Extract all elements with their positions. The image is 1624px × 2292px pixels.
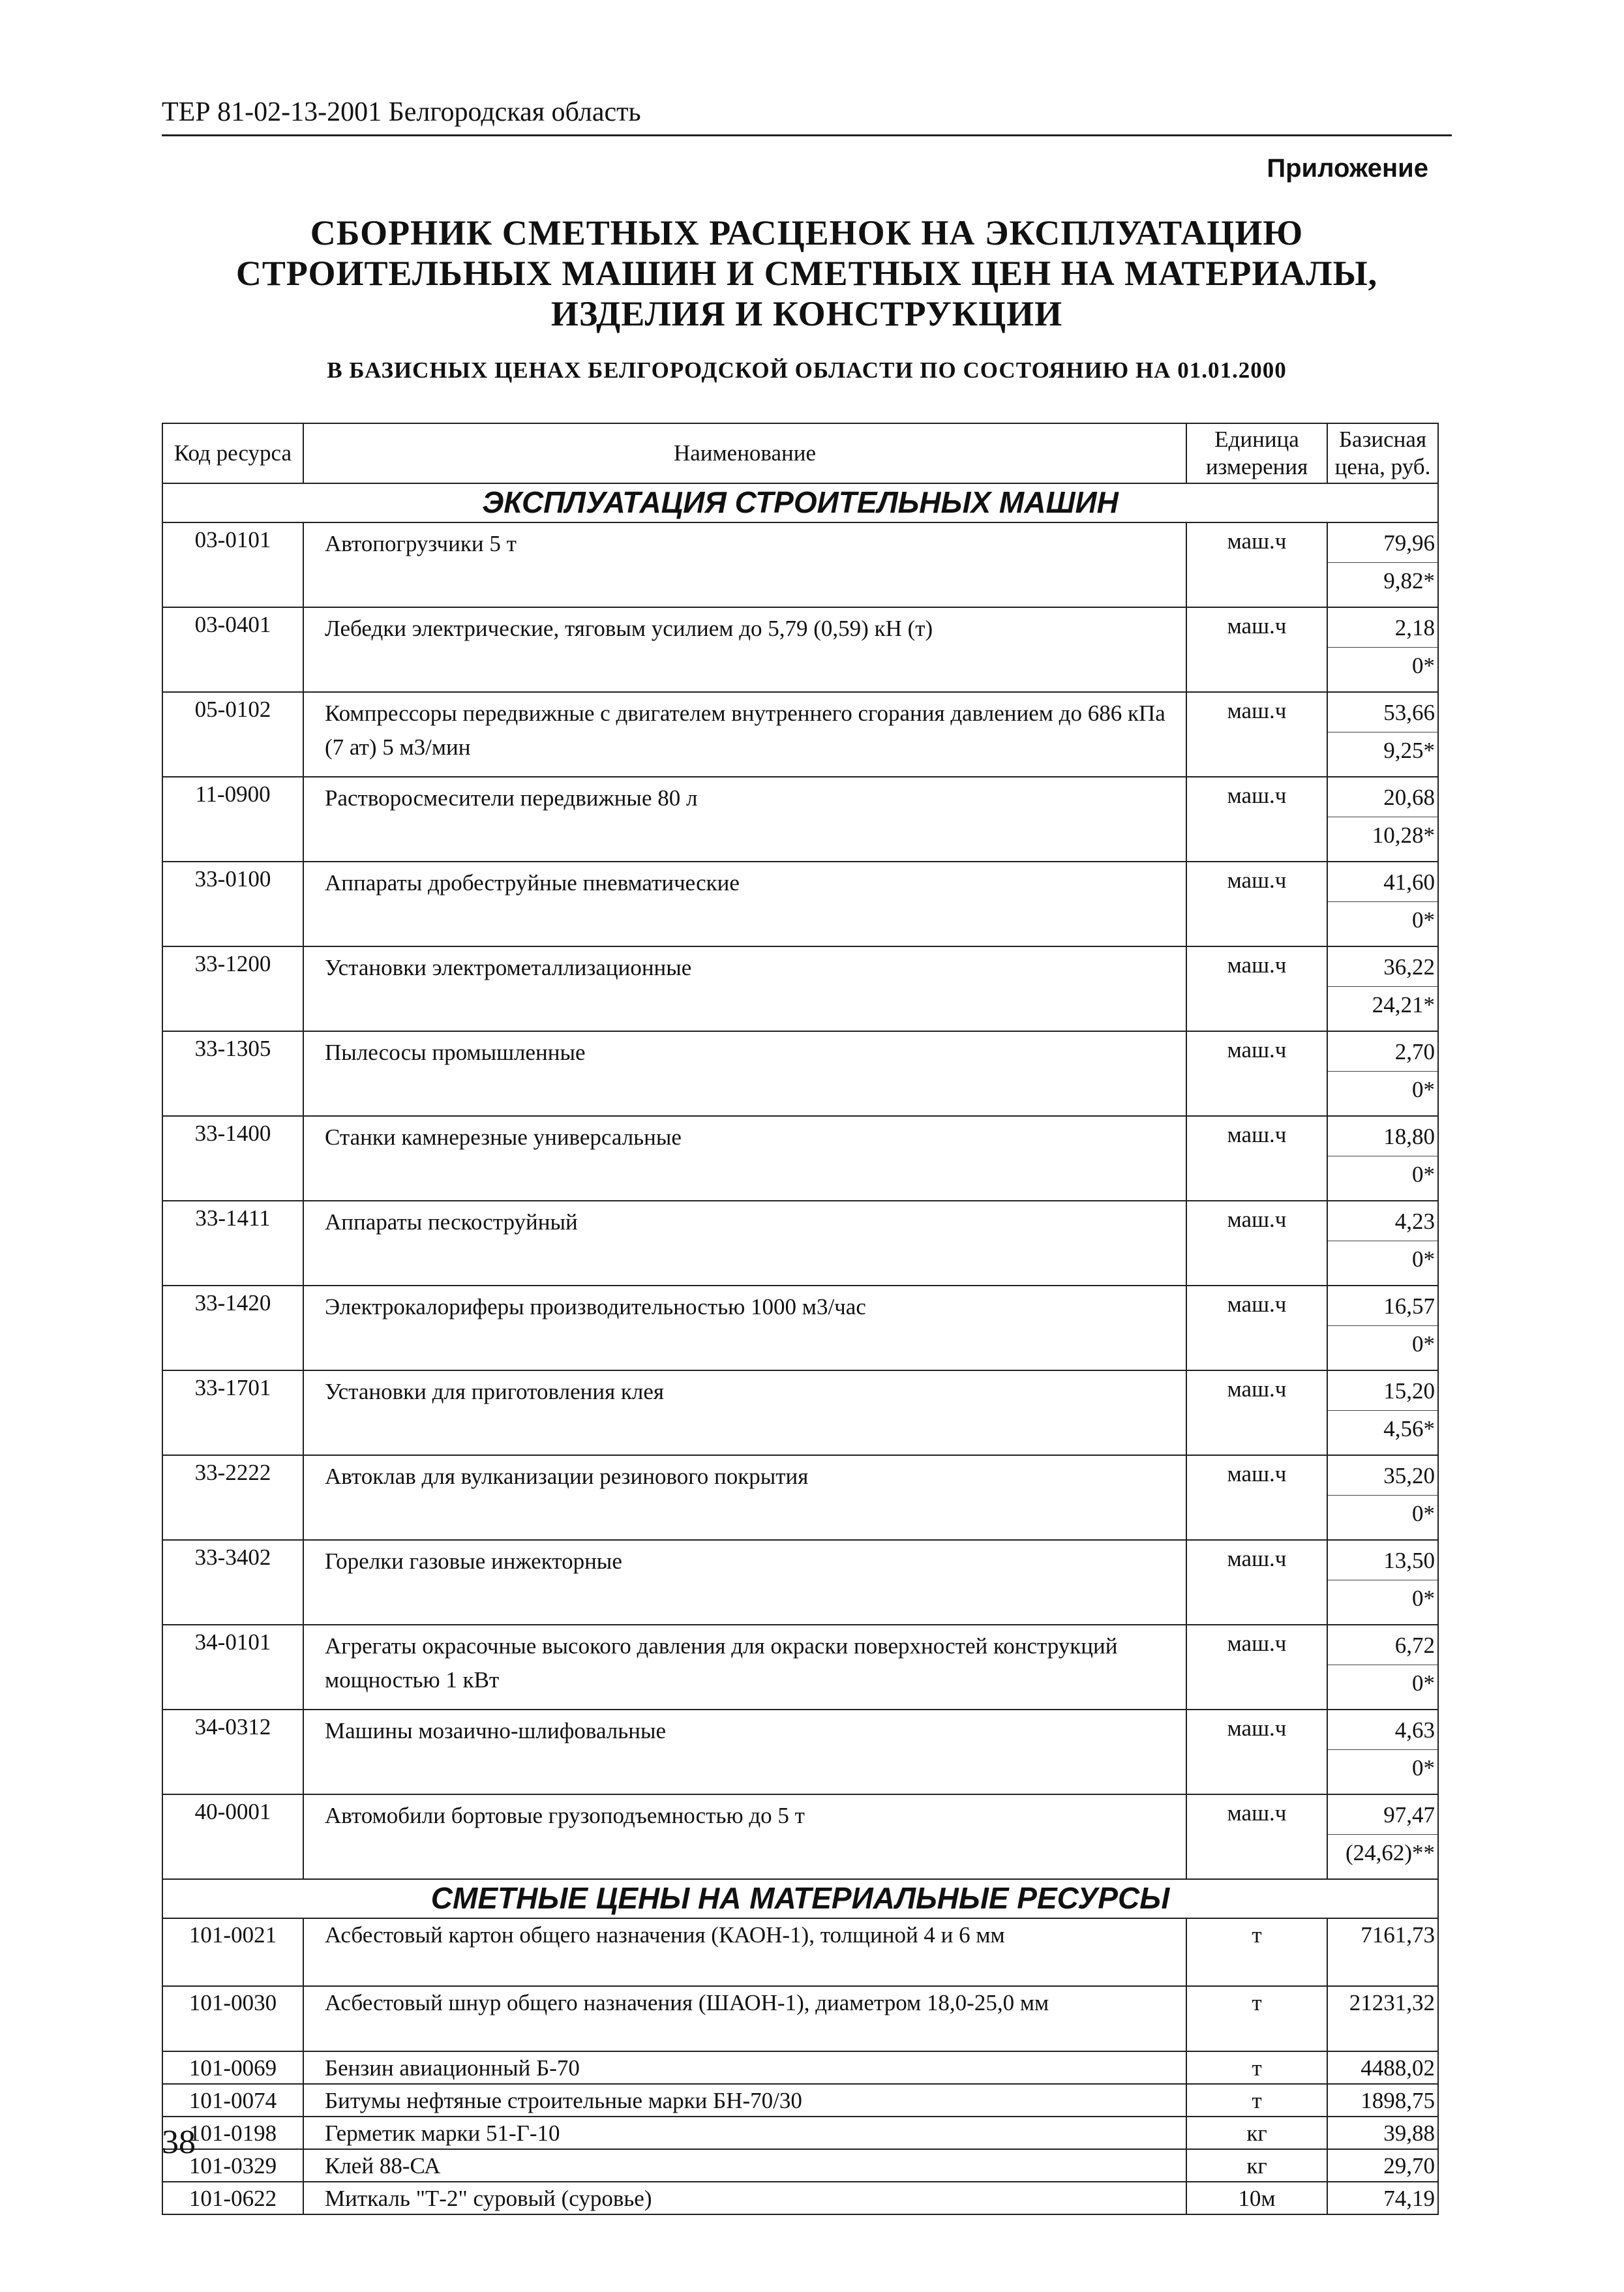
base-price: 53,66 bbox=[1328, 693, 1437, 732]
wage-component: 4,56* bbox=[1383, 1416, 1435, 1441]
column-header-name: Наименование bbox=[303, 423, 1186, 483]
wage-component: 0* bbox=[1412, 1162, 1435, 1187]
wage-component: 0* bbox=[1412, 1501, 1435, 1526]
column-header-code: Код ресурса bbox=[162, 423, 303, 483]
unit-of-measure: маш.ч bbox=[1186, 1455, 1327, 1540]
table-row bbox=[162, 2182, 1438, 2214]
title-line-3: ИЗДЕЛИЯ И КОНСТРУКЦИИ bbox=[550, 294, 1063, 333]
base-price: 7161,73 bbox=[1327, 1918, 1438, 1986]
resource-code: 33-1400 bbox=[162, 1116, 303, 1201]
table-row bbox=[162, 777, 1438, 862]
unit-of-measure: маш.ч bbox=[1186, 1710, 1327, 1794]
table-row bbox=[162, 946, 1438, 1031]
title-line-2: СТРОИТЕЛЬНЫХ МАШИН И СМЕТНЫХ ЦЕН НА МАТЕРИАЛЫ, bbox=[235, 254, 1378, 293]
resource-code: 101-0622 bbox=[162, 2182, 303, 2214]
table-row bbox=[162, 1540, 1438, 1625]
unit-of-measure: т bbox=[1186, 2084, 1327, 2117]
unit-of-measure: маш.ч bbox=[1186, 1794, 1327, 1879]
resource-name: Аппараты пескоструйный bbox=[303, 1201, 1186, 1286]
resource-name: Растворосмесители передвижные 80 л bbox=[303, 777, 1186, 862]
resource-code: 101-0198 bbox=[162, 2117, 303, 2149]
resource-name: Электрокалориферы производительностью 1000 м3/час bbox=[303, 1286, 1186, 1370]
document-subtitle: В БАЗИСНЫХ ЦЕНАХ БЕЛГОРОДСКОЙ ОБЛАСТИ ПО СОСТОЯНИЮ НА 01.01.2000 bbox=[327, 357, 1287, 383]
table-row bbox=[162, 2084, 1438, 2117]
table-row bbox=[162, 1286, 1438, 1370]
table-row bbox=[162, 2149, 1438, 2182]
resource-code: 101-0030 bbox=[162, 1986, 303, 2051]
table-row bbox=[162, 1370, 1438, 1455]
resource-code: 33-1420 bbox=[162, 1286, 303, 1370]
wage-component: 0* bbox=[1412, 1077, 1435, 1102]
resource-name: Автопогрузчики 5 т bbox=[303, 522, 1186, 607]
base-price: 4,23 bbox=[1328, 1201, 1437, 1241]
price-cell bbox=[1327, 1286, 1438, 1370]
base-price: 2,70 bbox=[1328, 1032, 1437, 1072]
table-header-row bbox=[162, 423, 1438, 483]
resource-code: 101-0021 bbox=[162, 1918, 303, 1986]
column-header-unit: Единица измерения bbox=[1186, 423, 1327, 483]
base-price: 39,88 bbox=[1327, 2117, 1438, 2149]
resource-code: 34-0312 bbox=[162, 1710, 303, 1794]
resource-name: Асбестовый шнур общего назначения (ШАОН-1), диаметром 18,0-25,0 мм bbox=[303, 1986, 1186, 2051]
unit-of-measure: т bbox=[1186, 1986, 1327, 2051]
resource-name: Горелки газовые инжекторные bbox=[303, 1540, 1186, 1625]
base-price: 41,60 bbox=[1328, 862, 1437, 902]
section-header-materials bbox=[162, 1879, 1438, 1918]
price-cell bbox=[1327, 777, 1438, 862]
section-title: СМЕТНЫЕ ЦЕНЫ НА МАТЕРИАЛЬНЫЕ РЕСУРСЫ bbox=[162, 1879, 1438, 1918]
price-cell bbox=[1327, 946, 1438, 1031]
resource-name: Асбестовый картон общего назначения (КАОН-1), толщиной 4 и 6 мм bbox=[303, 1918, 1186, 1986]
price-table bbox=[162, 423, 1439, 2215]
table-row bbox=[162, 862, 1438, 946]
unit-of-measure: 10м bbox=[1186, 2182, 1327, 2214]
base-price: 16,57 bbox=[1328, 1286, 1437, 1326]
document-reference: ТЕР 81-02-13-2001 Белгородская область bbox=[162, 97, 641, 127]
table-row bbox=[162, 1986, 1438, 2051]
price-cell bbox=[1327, 1625, 1438, 1710]
table-row bbox=[162, 1710, 1438, 1794]
table-row bbox=[162, 1455, 1438, 1540]
header-divider bbox=[162, 134, 1452, 136]
resource-code: 33-3402 bbox=[162, 1540, 303, 1625]
wage-component: 24,21* bbox=[1372, 992, 1435, 1018]
unit-of-measure: маш.ч bbox=[1186, 1625, 1327, 1710]
unit-of-measure: маш.ч bbox=[1186, 1286, 1327, 1370]
price-cell bbox=[1327, 862, 1438, 946]
title-line-1: СБОРНИК СМЕТНЫХ РАСЦЕНОК НА ЭКСПЛУАТАЦИЮ bbox=[310, 213, 1304, 252]
table-row bbox=[162, 2117, 1438, 2149]
base-price: 74,19 bbox=[1327, 2182, 1438, 2214]
price-cell bbox=[1327, 1370, 1438, 1455]
price-cell bbox=[1327, 1540, 1438, 1625]
appendix-label: Приложение bbox=[1267, 154, 1428, 183]
resource-code: 33-1701 bbox=[162, 1370, 303, 1455]
price-cell bbox=[1327, 522, 1438, 607]
unit-of-measure: маш.ч bbox=[1186, 1116, 1327, 1201]
resource-code: 11-0900 bbox=[162, 777, 303, 862]
resource-name: Аппараты дробеструйные пневматические bbox=[303, 862, 1186, 946]
price-cell bbox=[1327, 1116, 1438, 1201]
wage-component: 0* bbox=[1412, 1331, 1435, 1357]
base-price: 13,50 bbox=[1328, 1541, 1437, 1580]
price-cell bbox=[1327, 1710, 1438, 1794]
base-price: 6,72 bbox=[1328, 1625, 1437, 1665]
unit-of-measure: маш.ч bbox=[1186, 1540, 1327, 1625]
resource-code: 03-0101 bbox=[162, 522, 303, 607]
price-cell bbox=[1327, 692, 1438, 777]
resource-code: 33-1200 bbox=[162, 946, 303, 1031]
resource-name: Установки электрометаллизационные bbox=[303, 946, 1186, 1031]
table-row bbox=[162, 1625, 1438, 1710]
base-price: 1898,75 bbox=[1327, 2084, 1438, 2117]
unit-of-measure: маш.ч bbox=[1186, 1031, 1327, 1116]
table-row bbox=[162, 2051, 1438, 2084]
table-row bbox=[162, 607, 1438, 692]
base-price: 21231,32 bbox=[1327, 1986, 1438, 2051]
unit-of-measure: маш.ч bbox=[1186, 522, 1327, 607]
wage-component: 0* bbox=[1412, 1586, 1435, 1611]
base-price: 18,80 bbox=[1328, 1117, 1437, 1156]
resource-name: Автомобили бортовые грузоподъемностью до 5 т bbox=[303, 1794, 1186, 1879]
wage-component: 0* bbox=[1412, 907, 1435, 933]
resource-name: Агрегаты окрасочные высокого давления для окраски поверхностей конструкций мощностью 1 кВт bbox=[303, 1625, 1186, 1710]
resource-name: Компрессоры передвижные с двигателем внутреннего сгорания давлением до 686 кПа (7 ат) 5 м3/мин bbox=[303, 692, 1186, 777]
resource-name: Герметик марки 51-Г-10 bbox=[303, 2117, 1186, 2149]
table-row bbox=[162, 1201, 1438, 1286]
unit-of-measure: т bbox=[1186, 1918, 1327, 1986]
unit-of-measure: кг bbox=[1186, 2149, 1327, 2182]
resource-code: 101-0074 bbox=[162, 2084, 303, 2117]
resource-name: Установки для приготовления клея bbox=[303, 1370, 1186, 1455]
table-row bbox=[162, 522, 1438, 607]
resource-code: 33-0100 bbox=[162, 862, 303, 946]
table-row bbox=[162, 1918, 1438, 1986]
wage-component: 0* bbox=[1412, 653, 1435, 678]
base-price: 20,68 bbox=[1328, 777, 1437, 817]
column-header-price: Базисная цена, руб. bbox=[1327, 423, 1438, 483]
wage-component: (24,62)** bbox=[1345, 1840, 1435, 1865]
wage-component: 9,82* bbox=[1383, 568, 1435, 594]
price-cell bbox=[1327, 1201, 1438, 1286]
wage-component: 0* bbox=[1412, 1755, 1435, 1781]
unit-of-measure: маш.ч bbox=[1186, 862, 1327, 946]
base-price: 36,22 bbox=[1328, 947, 1437, 987]
resource-name: Лебедки электрические, тяговым усилием до 5,79 (0,59) кН (т) bbox=[303, 607, 1186, 692]
unit-of-measure: т bbox=[1186, 2051, 1327, 2084]
base-price: 97,47 bbox=[1328, 1795, 1437, 1835]
resource-code: 101-0329 bbox=[162, 2149, 303, 2182]
base-price: 15,20 bbox=[1328, 1371, 1437, 1411]
resource-name: Битумы нефтяные строительные марки БН-70/30 bbox=[303, 2084, 1186, 2117]
section-header-machines bbox=[162, 483, 1438, 522]
unit-of-measure: маш.ч bbox=[1186, 1370, 1327, 1455]
base-price: 4,63 bbox=[1328, 1710, 1437, 1750]
unit-of-measure: маш.ч bbox=[1186, 692, 1327, 777]
resource-code: 40-0001 bbox=[162, 1794, 303, 1879]
price-cell bbox=[1327, 1455, 1438, 1540]
section-title: ЭКСПЛУАТАЦИЯ СТРОИТЕЛЬНЫХ МАШИН bbox=[162, 483, 1438, 522]
resource-name: Пылесосы промышленные bbox=[303, 1031, 1186, 1116]
page-number: 38 bbox=[162, 2124, 196, 2161]
resource-name: Миткаль "Т-2" суровый (суровье) bbox=[303, 2182, 1186, 2214]
wage-component: 9,25* bbox=[1383, 738, 1435, 763]
resource-code: 03-0401 bbox=[162, 607, 303, 692]
resource-code: 101-0069 bbox=[162, 2051, 303, 2084]
table-row bbox=[162, 692, 1438, 777]
resource-name: Машины мозаично-шлифовальные bbox=[303, 1710, 1186, 1794]
wage-component: 0* bbox=[1412, 1246, 1435, 1272]
price-cell bbox=[1327, 1794, 1438, 1879]
unit-of-measure: кг bbox=[1186, 2117, 1327, 2149]
wage-component: 10,28* bbox=[1372, 822, 1435, 848]
resource-name: Автоклав для вулканизации резинового покрытия bbox=[303, 1455, 1186, 1540]
price-cell bbox=[1327, 607, 1438, 692]
base-price: 79,96 bbox=[1328, 523, 1437, 563]
wage-component: 0* bbox=[1412, 1670, 1435, 1696]
resource-name: Бензин авиационный Б-70 bbox=[303, 2051, 1186, 2084]
resource-code: 33-1411 bbox=[162, 1201, 303, 1286]
unit-of-measure: маш.ч bbox=[1186, 946, 1327, 1031]
base-price: 29,70 bbox=[1327, 2149, 1438, 2182]
base-price: 2,18 bbox=[1328, 608, 1437, 648]
resource-code: 33-1305 bbox=[162, 1031, 303, 1116]
base-price: 35,20 bbox=[1328, 1456, 1437, 1496]
unit-of-measure: маш.ч bbox=[1186, 777, 1327, 862]
document-title bbox=[162, 213, 1452, 334]
unit-of-measure: маш.ч bbox=[1186, 1201, 1327, 1286]
resource-name: Клей 88-СА bbox=[303, 2149, 1186, 2182]
table-row bbox=[162, 1116, 1438, 1201]
resource-code: 34-0101 bbox=[162, 1625, 303, 1710]
resource-code: 33-2222 bbox=[162, 1455, 303, 1540]
unit-of-measure: маш.ч bbox=[1186, 607, 1327, 692]
resource-code: 05-0102 bbox=[162, 692, 303, 777]
table-row bbox=[162, 1031, 1438, 1116]
table-row bbox=[162, 1794, 1438, 1879]
price-cell bbox=[1327, 1031, 1438, 1116]
resource-name: Станки камнерезные универсальные bbox=[303, 1116, 1186, 1201]
base-price: 4488,02 bbox=[1327, 2051, 1438, 2084]
